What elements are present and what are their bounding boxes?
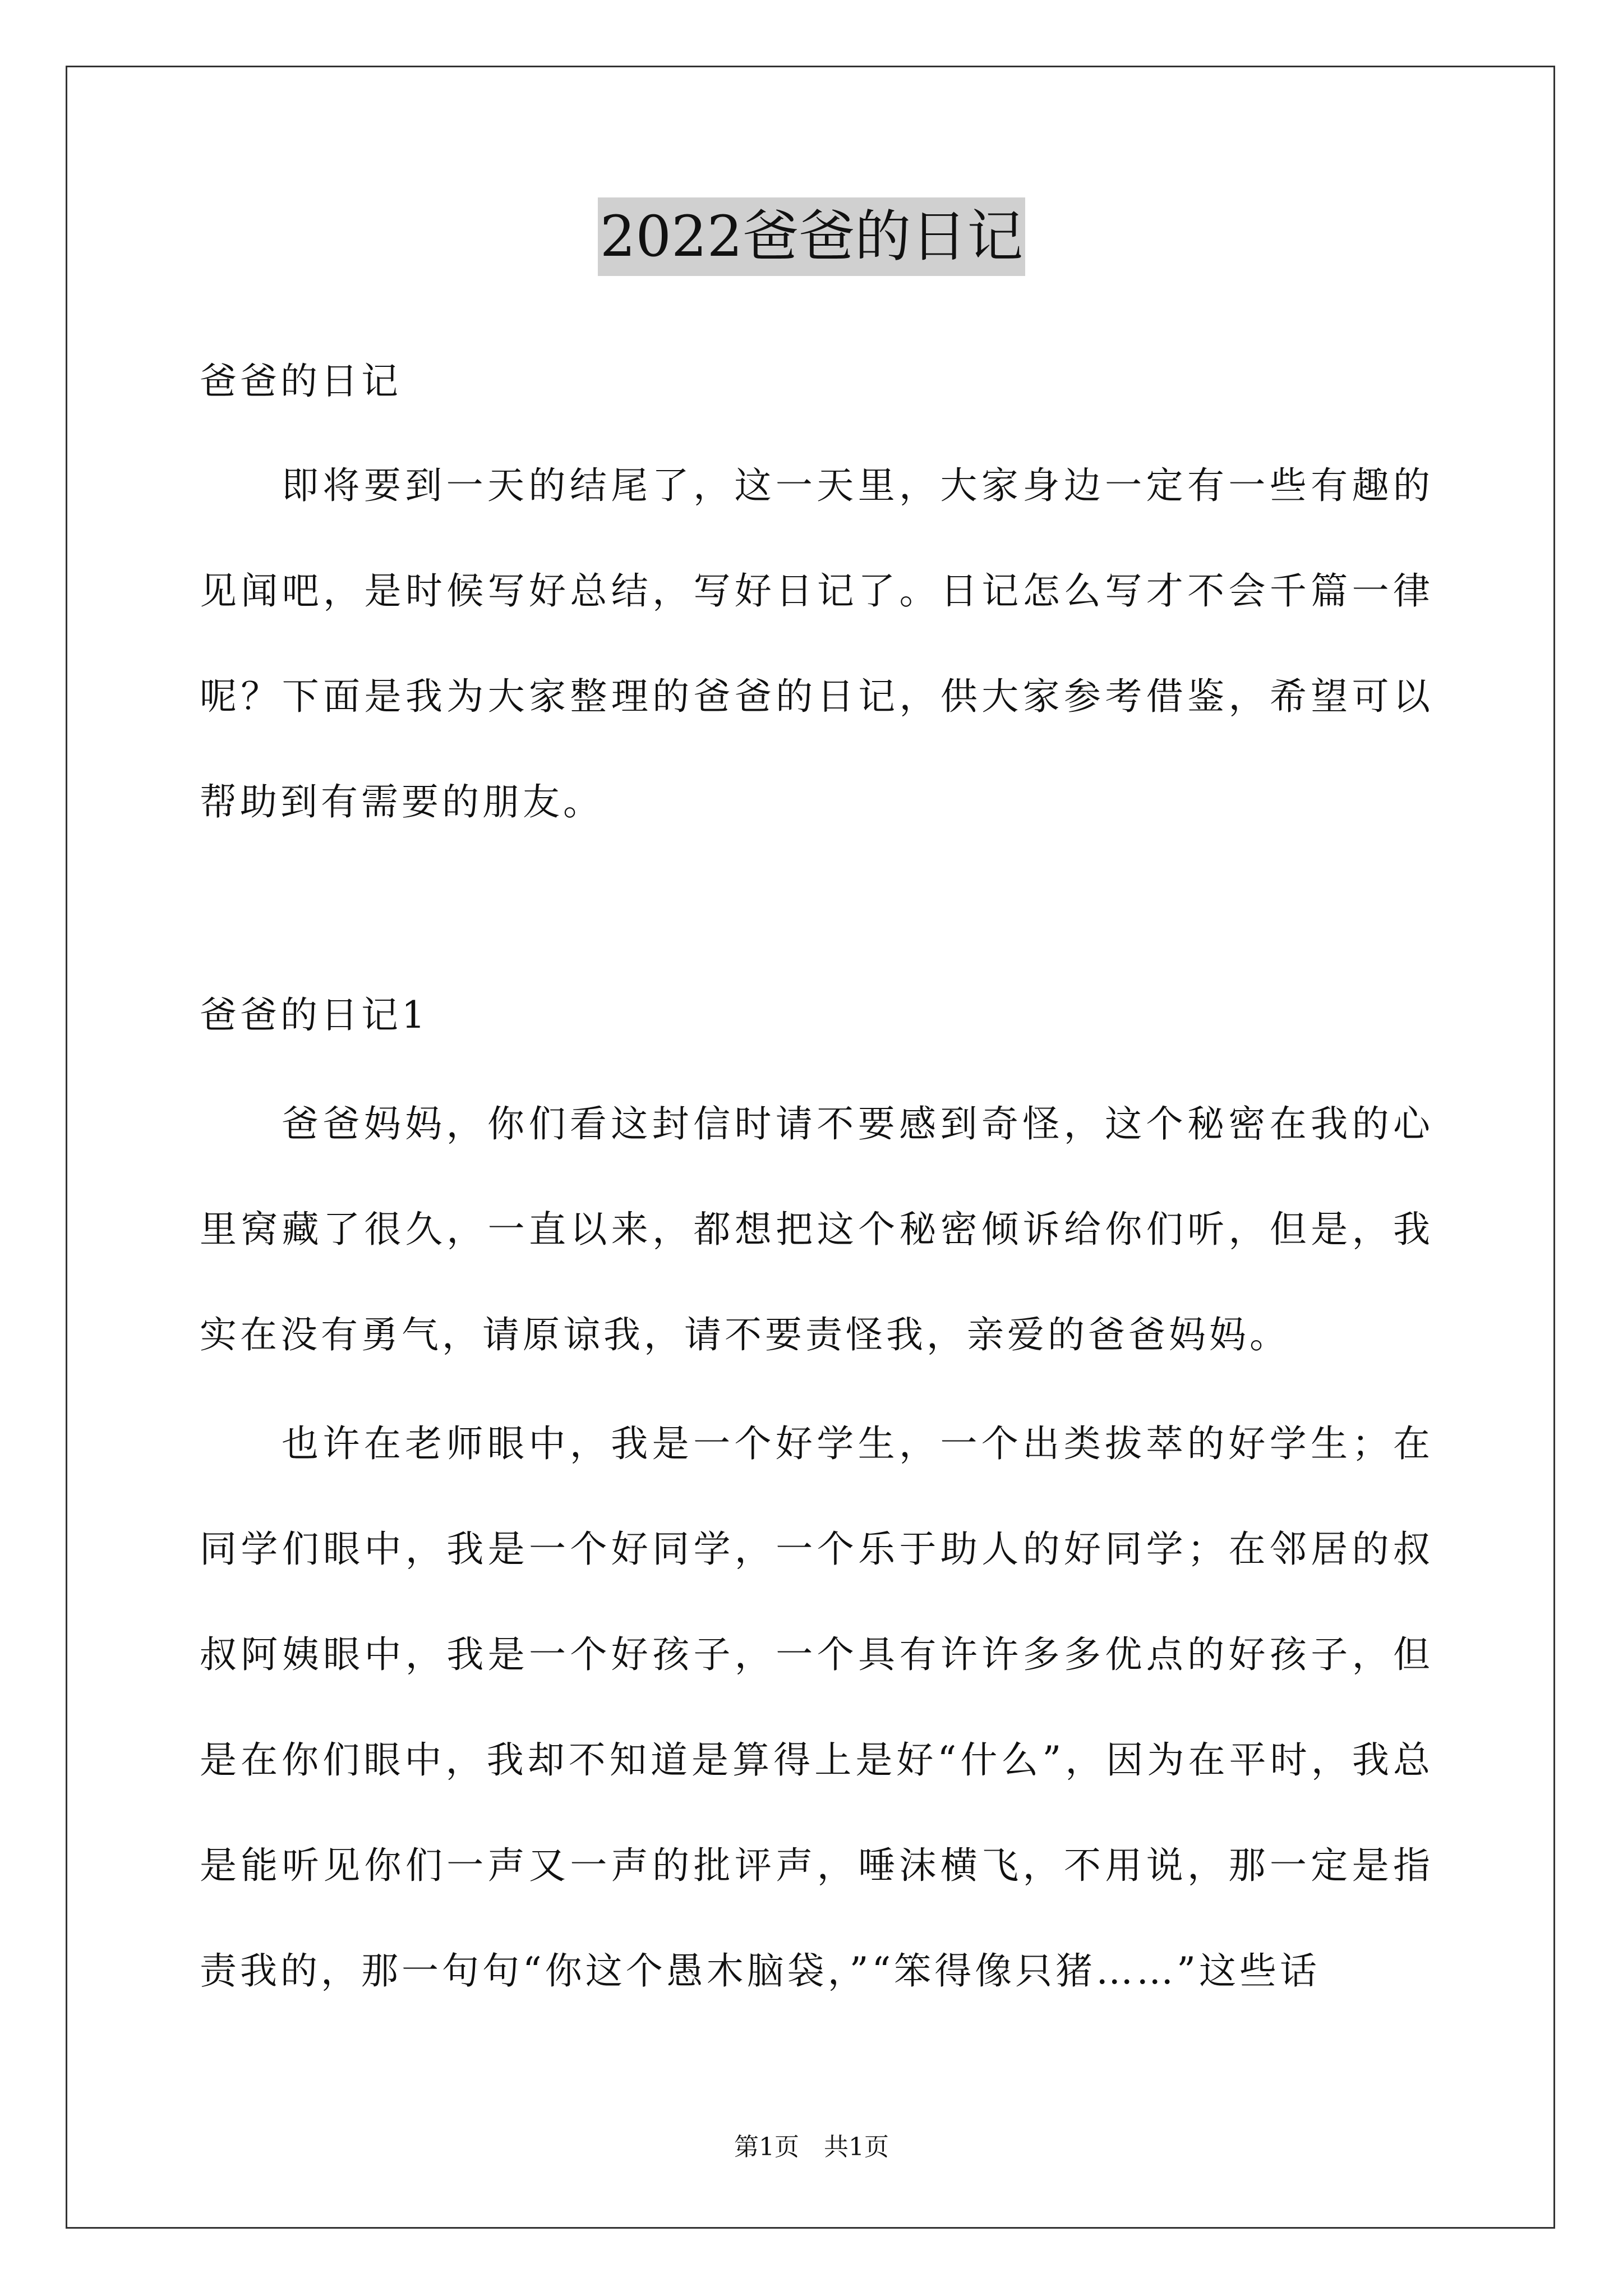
diary-1-paragraph-2: 也许在老师眼中，我是一个好学生，一个出类拔萃的好学生；在同学们眼中，我是一个好同学，一个乐于助人的好同学；在邻居的叔叔阿姨眼中，我是一个好孩子，一个具有许许多多优点的好孩子，但是在你们眼中，我却不知道是算得上是好“什么”，因为在平时，我总是能听见你们一声又一声的批评声，唾沫横飞，不用说，那一定是指责我的，那一句句“你这个愚木脑袋，”“笨得像只猪……”这些话 bbox=[200, 1422, 1433, 1993]
diary-1-paragraph-1: 爸爸妈妈，你们看这封信时请不要感到奇怪，这个秘密在我的心里窝藏了很久，一直以来，都想把这个秘密倾诉给你们听，但是，我实在没有勇气，请原谅我，请不要责怪我，亲爱的爸爸妈妈。 bbox=[200, 1102, 1433, 1356]
document-title: 2022爸爸的日记 bbox=[598, 197, 1026, 276]
section-heading-intro: 爸爸的日记 bbox=[200, 360, 402, 403]
title-container bbox=[0, 197, 1623, 276]
intro-paragraph: 即将要到一天的结尾了，这一天里，大家身边一定有一些有趣的见闻吧，是时候写好总结，写好日记了。日记怎么写才不会千篇一律呢？下面是我为大家整理的爸爸的日记，供大家参考借鉴，希望可以帮助到有需要的朋友。 bbox=[200, 464, 1433, 823]
section-heading-diary-1: 爸爸的日记1 bbox=[200, 993, 428, 1037]
page-number-footer: 第1页 共1页 bbox=[734, 2133, 889, 2161]
